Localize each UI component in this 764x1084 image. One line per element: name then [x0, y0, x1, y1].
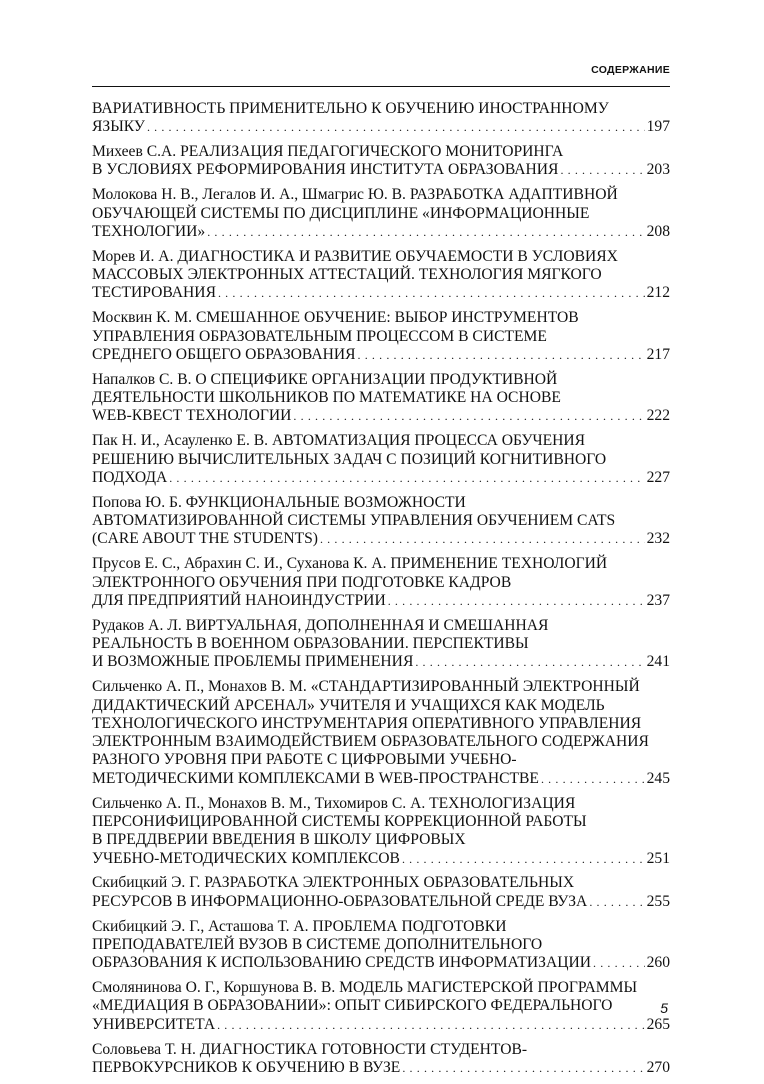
toc-entry-line — [92, 893, 670, 911]
toc-entry-text: ЯЗЫКУ — [92, 118, 145, 136]
toc-entry-text: ДИДАКТИЧЕСКИЙ АРСЕНАЛ» УЧИТЕЛЯ И УЧАЩИХСЯ КАК МОДЕЛЬ — [92, 696, 605, 714]
toc-page-number: 270 — [646, 1058, 670, 1076]
toc-entry — [92, 100, 670, 137]
toc-entry-line — [92, 1059, 670, 1077]
toc-page-number: 245 — [646, 769, 670, 787]
toc-entry-text: Москвин К. М. СМЕШАННОЕ ОБУЧЕНИЕ: ВЫБОР ИНСТРУМЕНТОВ — [92, 309, 579, 327]
toc-entry-text: Сильченко А. П., Монахов В. М. «СТАНДАРТИЗИРОВАННЫЙ ЭЛЕКТРОННЫЙ — [92, 678, 640, 696]
dot-leader — [415, 655, 644, 669]
toc-page-number: 251 — [646, 849, 670, 867]
toc-entry-line — [92, 284, 670, 302]
header-rule — [92, 86, 670, 87]
toc-entry-line — [92, 770, 670, 788]
toc-entry-text: РЕАЛЬНОСТЬ В ВОЕННОМ ОБРАЗОВАНИИ. ПЕРСПЕКТИВЫ — [92, 635, 529, 653]
toc-entry-text: ТЕСТИРОВАНИЯ — [92, 284, 216, 302]
toc-entry-line — [92, 733, 670, 751]
page-number: 5 — [660, 1000, 668, 1016]
toc-entry — [92, 1041, 670, 1078]
dot-leader — [147, 120, 645, 134]
toc-page-number: 208 — [646, 222, 670, 240]
toc-entry — [92, 248, 670, 303]
toc-entry-line — [92, 678, 670, 696]
toc-entry — [92, 678, 670, 788]
dot-leader — [169, 471, 644, 485]
dot-leader — [207, 225, 644, 239]
toc-entry-text: WEB-КВЕСТ ТЕХНОЛОГИИ — [92, 407, 292, 425]
toc-entry — [92, 494, 670, 549]
dot-leader — [593, 956, 645, 970]
toc-entry — [92, 979, 670, 1034]
toc-entry — [92, 874, 670, 911]
toc-entry-text: ДЛЯ ПРЕДПРИЯТИЙ НАНОИНДУСТРИИ — [92, 591, 386, 609]
toc-page-number: 227 — [646, 468, 670, 486]
toc-entry-line — [92, 1016, 670, 1034]
toc-entry-text: СРЕДНЕГО ОБЩЕГО ОБРАЗОВАНИЯ — [92, 345, 356, 363]
toc-entry-text: Морев И. А. ДИАГНОСТИКА И РАЗВИТИЕ ОБУЧАЕМОСТИ В УСЛОВИЯХ — [92, 247, 618, 265]
toc-entry-line — [92, 997, 670, 1015]
toc-entry-line — [92, 918, 670, 936]
toc-entry-line — [92, 979, 670, 997]
toc-page-number: 217 — [646, 345, 670, 363]
toc-entry-text: Попова Ю. Б. ФУНКЦИОНАЛЬНЫЕ ВОЗМОЖНОСТИ — [92, 493, 466, 511]
toc-entry-text: ТЕХНОЛОГИИ» — [92, 222, 206, 240]
toc-entry-text: ПРЕПОДАВАТЕЛЕЙ ВУЗОВ В СИСТЕМЕ ДОПОЛНИТЕЛЬНОГО — [92, 935, 543, 953]
toc-entry-text: УЧЕБНО-МЕТОДИЧЕСКИХ КОМПЛЕКСОВ — [92, 849, 400, 867]
toc-page-number: 203 — [646, 161, 670, 179]
toc-entry-line — [92, 451, 670, 469]
toc-entry-line — [92, 469, 670, 487]
toc-entry-text: РЕСУРСОВ В ИНФОРМАЦИОННО-ОБРАЗОВАТЕЛЬНОЙ СРЕДЕ ВУЗА — [92, 892, 588, 910]
toc-entry-text: МАССОВЫХ ЭЛЕКТРОННЫХ АТТЕСТАЦИЙ. ТЕХНОЛОГИЯ МЯГКОГО — [92, 266, 602, 284]
toc-entry — [92, 309, 670, 364]
dot-leader — [217, 1018, 645, 1032]
toc-entry-text: В УСЛОВИЯХ РЕФОРМИРОВАНИЯ ИНСТИТУТА ОБРАЗОВАНИЯ — [92, 161, 559, 179]
toc-entry-text: УПРАВЛЕНИЯ ОБРАЗОВАТЕЛЬНЫМ ПРОЦЕССОМ В СИСТЕМЕ — [92, 327, 547, 345]
toc-entry-text: Скибицкий Э. Г., Асташова Т. А. ПРОБЛЕМА ПОДГОТОВКИ — [92, 917, 507, 935]
toc-entry-text: Скибицкий Э. Г. РАЗРАБОТКА ЭЛЕКТРОННЫХ ОБРАЗОВАТЕЛЬНЫХ — [92, 874, 575, 892]
toc-entry-text: Пак Н. И., Асауленко Е. В. АВТОМАТИЗАЦИЯ ПРОЦЕССА ОБУЧЕНИЯ — [92, 432, 586, 450]
toc-entry-line — [92, 118, 670, 136]
toc-entry-text: МЕТОДИЧЕСКИМИ КОМПЛЕКСАМИ В WEB-ПРОСТРАНСТВЕ — [92, 769, 539, 787]
toc-entry-line — [92, 143, 670, 161]
toc-entry-line — [92, 831, 670, 849]
toc-entry — [92, 918, 670, 973]
toc-entry-line — [92, 432, 670, 450]
toc-entry-line — [92, 328, 670, 346]
toc-entry-text: ПОДХОДА — [92, 468, 168, 486]
toc-entry-text: Напалков С. В. О СПЕЦИФИКЕ ОРГАНИЗАЦИИ ПРОДУКТИВНОЙ — [92, 370, 558, 388]
dot-leader — [320, 532, 645, 546]
toc-entry-line — [92, 1041, 670, 1059]
toc-page-number: 255 — [646, 892, 670, 910]
toc-entry-line — [92, 813, 670, 831]
dot-leader — [358, 348, 645, 362]
toc-entry-line — [92, 697, 670, 715]
toc-entry-text: ОБРАЗОВАНИЯ К ИСПОЛЬЗОВАНИЮ СРЕДСТВ ИНФОРМАТИЗАЦИИ — [92, 954, 592, 972]
toc-entry-text: И ВОЗМОЖНЫЕ ПРОБЛЕМЫ ПРИМЕНЕНИЯ — [92, 653, 414, 671]
toc-entry-text: (CARE ABOUT THE STUDENTS) — [92, 530, 318, 548]
toc-entry-line — [92, 715, 670, 733]
toc-entry-line — [92, 389, 670, 407]
toc-entry-line — [92, 850, 670, 868]
toc-entry-line — [92, 512, 670, 530]
toc-entry-text: Смолянинова О. Г., Коршунова В. В. МОДЕЛЬ МАГИСТЕРСКОЙ ПРОГРАММЫ — [92, 979, 638, 997]
toc-entry-text: Сильченко А. П., Монахов В. М., Тихомиров С. А. ТЕХНОЛОГИЗАЦИЯ — [92, 794, 576, 812]
toc-entry-line — [92, 371, 670, 389]
toc-entry-text: ОБУЧАЮЩЕЙ СИСТЕМЫ ПО ДИСЦИПЛИНЕ «ИНФОРМАЦИОННЫЕ — [92, 204, 590, 222]
toc-entry-line — [92, 751, 670, 769]
toc-entry-line — [92, 653, 670, 671]
toc-page-number: 222 — [646, 407, 670, 425]
toc-entry-text: Молокова Н. В., Легалов И. А., Шмагрис Ю. В. РАЗРАБОТКА АДАПТИВНОЙ — [92, 186, 618, 204]
toc-entry — [92, 795, 670, 868]
toc-entry — [92, 617, 670, 672]
toc-entry-line — [92, 936, 670, 954]
toc-entry-line — [92, 186, 670, 204]
toc-entry-text: «МЕДИАЦИЯ В ОБРАЗОВАНИИ»: ОПЫТ СИБИРСКОГО ФЕДЕРАЛЬНОГО — [92, 997, 613, 1015]
toc-entry-line — [92, 555, 670, 573]
dot-leader — [402, 1061, 644, 1075]
toc-entry-text: ЭЛЕКТРОННОГО ОБУЧЕНИЯ ПРИ ПОДГОТОВКЕ КАДРОВ — [92, 573, 512, 591]
toc-entry-line — [92, 161, 670, 179]
toc-entry-line — [92, 223, 670, 241]
toc-page-number: 265 — [646, 1015, 670, 1033]
toc-entry — [92, 432, 670, 487]
toc-entry-line — [92, 309, 670, 327]
table-of-contents — [92, 100, 670, 1084]
toc-entry-line — [92, 954, 670, 972]
toc-page-number: 237 — [646, 591, 670, 609]
toc-entry-line — [92, 592, 670, 610]
toc-page-number: 260 — [646, 954, 670, 972]
toc-entry-line — [92, 635, 670, 653]
toc-entry — [92, 371, 670, 426]
toc-entry-line — [92, 617, 670, 635]
dot-leader — [388, 594, 645, 608]
toc-entry-line — [92, 205, 670, 223]
dot-leader — [560, 163, 644, 177]
toc-entry-text: РАЗНОГО УРОВНЯ ПРИ РАБОТЕ С ЦИФРОВЫМИ УЧЕБНО- — [92, 751, 517, 769]
toc-entry-line — [92, 266, 670, 284]
toc-entry-text: Прусов Е. С., Абрахин С. И., Суханова К. А. ПРИМЕНЕНИЕ ТЕХНОЛОГИЙ — [92, 555, 608, 573]
running-header: СОДЕРЖАНИЕ — [591, 64, 670, 76]
toc-entry-text: Рудаков А. Л. ВИРТУАЛЬНАЯ, ДОПОЛНЕННАЯ И СМЕШАННАЯ — [92, 616, 549, 634]
toc-entry-text: АВТОМАТИЗИРОВАННОЙ СИСТЕМЫ УПРАВЛЕНИЯ ОБУЧЕНИЕМ CATS — [92, 512, 616, 530]
toc-entry-line — [92, 530, 670, 548]
toc-entry-text: ДЕЯТЕЛЬНОСТИ ШКОЛЬНИКОВ ПО МАТЕМАТИКЕ НА ОСНОВЕ — [92, 389, 561, 407]
toc-entry-line — [92, 494, 670, 512]
dot-leader — [293, 409, 644, 423]
toc-entry-text: ЭЛЕКТРОННЫМ ВЗАИМОДЕЙСТВИЕМ ОБРАЗОВАТЕЛЬНОГО СОДЕРЖАНИЯ — [92, 733, 649, 751]
toc-entry-line — [92, 574, 670, 592]
toc-entry-text: Михеев С.А. РЕАЛИЗАЦИЯ ПЕДАГОГИЧЕСКОГО МОНИТОРИНГА — [92, 143, 564, 161]
toc-entry — [92, 143, 670, 180]
toc-entry — [92, 186, 670, 241]
toc-page-number: 197 — [646, 118, 670, 136]
dot-leader — [402, 852, 645, 866]
toc-entry-line — [92, 346, 670, 364]
toc-entry-line — [92, 100, 670, 118]
dot-leader — [541, 772, 645, 786]
toc-entry-line — [92, 795, 670, 813]
dot-leader — [218, 286, 645, 300]
toc-entry-text: ПЕРСОНИФИЦИРОВАННОЙ СИСТЕМЫ КОРРЕКЦИОННОЙ РАБОТЫ — [92, 812, 587, 830]
toc-entry-text: В ПРЕДДВЕРИИ ВВЕДЕНИЯ В ШКОЛУ ЦИФРОВЫХ — [92, 831, 466, 849]
toc-entry-text: УНИВЕРСИТЕТА — [92, 1015, 216, 1033]
toc-entry-line — [92, 407, 670, 425]
toc-page-number: 212 — [646, 284, 670, 302]
toc-page-number: 241 — [646, 653, 670, 671]
toc-entry-text: ТЕХНОЛОГИЧЕСКОГО ИНСТРУМЕНТАРИЯ ОПЕРАТИВНОГО УПРАВЛЕНИЯ — [92, 714, 642, 732]
dot-leader — [589, 895, 644, 909]
toc-entry-line — [92, 248, 670, 266]
toc-entry — [92, 555, 670, 610]
toc-entry-text: РЕШЕНИЮ ВЫЧИСЛИТЕЛЬНЫХ ЗАДАЧ С ПОЗИЦИЙ КОГНИТИВНОГО — [92, 450, 607, 468]
toc-entry-line — [92, 874, 670, 892]
toc-entry-text: Соловьева Т. Н. ДИАГНОСТИКА ГОТОВНОСТИ СТУДЕНТОВ- — [92, 1040, 528, 1058]
toc-entry-text: ПЕРВОКУРСНИКОВ К ОБУЧЕНИЮ В ВУЗЕ — [92, 1058, 401, 1076]
toc-page-number: 232 — [646, 530, 670, 548]
toc-entry-text: ВАРИАТИВНОСТЬ ПРИМЕНИТЕЛЬНО К ОБУЧЕНИЮ ИНОСТРАННОМУ — [92, 100, 609, 117]
